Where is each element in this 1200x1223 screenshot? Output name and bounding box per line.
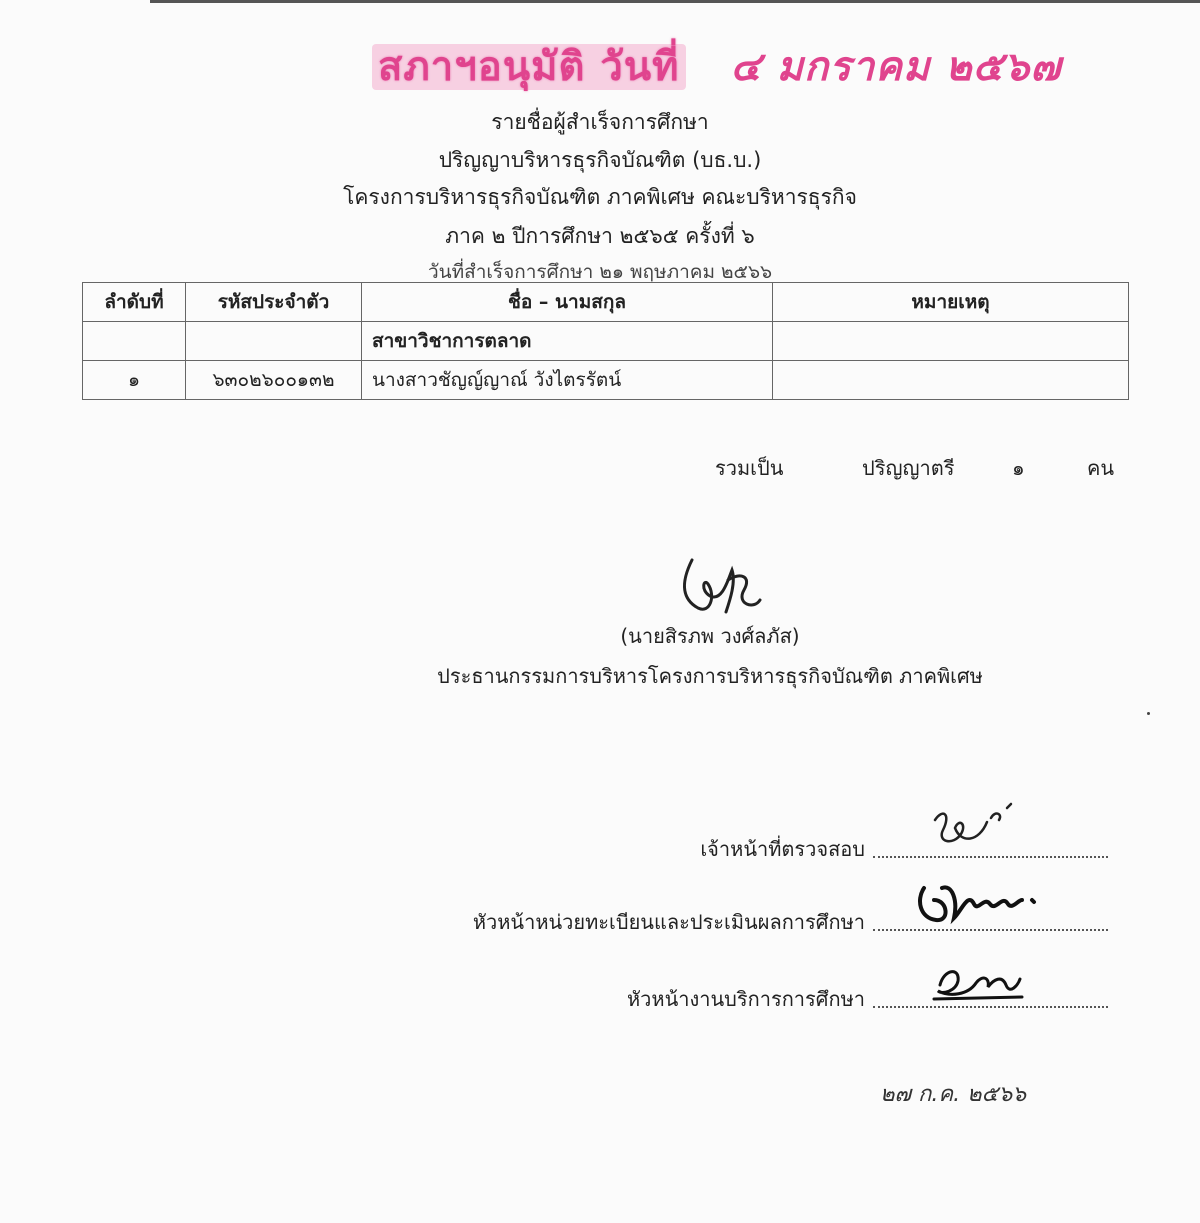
graduates-table (82, 282, 1129, 400)
signature-line (873, 856, 1108, 858)
approval-stamp (372, 34, 1061, 98)
major-row-empty-cell (186, 322, 362, 361)
top-edge-rule (150, 0, 1200, 3)
major-row-empty-cell (83, 322, 186, 361)
row-student-id: ๖๓๐๒๖๐๐๑๓๒ (186, 361, 362, 400)
total-degree: ปริญญาตรี (862, 456, 955, 480)
column-header-name: ชื่อ – นามสกุล (362, 283, 773, 322)
check-label-education-service-head: หัวหน้างานบริการการศึกษา (627, 987, 865, 1011)
document-title: รายชื่อผู้สำเร็จการศึกษา (491, 110, 709, 134)
signatory-position: ประธานกรรมการบริหารโครงการบริหารธุรกิจบัณฑิต ภาคพิเศษ (437, 664, 983, 688)
stray-mark (1147, 712, 1150, 715)
major-row-empty-cell (773, 322, 1129, 361)
signatory-name: (นายสิรภพ วงศ์ลภัส) (620, 624, 800, 648)
registrar-head-signature (912, 870, 1052, 930)
column-header-remark: หมายเหตุ (773, 283, 1129, 322)
row-remark (773, 361, 1129, 400)
chairman-signature (670, 550, 780, 625)
total-unit: คน (1087, 456, 1115, 480)
total-count: ๑ (1012, 456, 1025, 480)
table-header-row (83, 283, 1129, 322)
row-student-name: นางสาวชัญญ์ญาณ์ วังไตรรัตน์ (362, 361, 773, 400)
column-header-order: ลำดับที่ (83, 283, 186, 322)
check-label-registrar-head: หัวหน้าหน่วยทะเบียนและประเมินผลการศึกษา (472, 910, 865, 934)
handwritten-date: ๒๗ ก.ค. ๒๕๖๖ (880, 1082, 1027, 1107)
major-name: สาขาวิชาการตลาด (362, 322, 773, 361)
check-label-officer: เจ้าหน้าที่ตรวจสอบ (700, 837, 865, 861)
major-row (83, 322, 1129, 361)
table-row (83, 361, 1129, 400)
program-name: โครงการบริหารธุรกิจบัณฑิต ภาคพิเศษ คณะบริหารธุรกิจ (343, 185, 857, 209)
approval-stamp-date: ๔ มกราคม ๒๕๖๗ (730, 44, 1062, 90)
graduation-date: วันที่สำเร็จการศึกษา ๒๑ พฤษภาคม ๒๕๖๖ (427, 261, 773, 283)
total-label: รวมเป็น (715, 456, 784, 480)
education-service-head-signature (930, 955, 1030, 1010)
column-header-student-id: รหัสประจำตัว (186, 283, 362, 322)
degree-name: ปริญญาบริหารธุรกิจบัณฑิต (บธ.บ.) (438, 148, 762, 172)
approval-stamp-label: สภาฯอนุมัติ วันที่ (372, 44, 686, 90)
officer-signature (925, 800, 1025, 855)
row-order: ๑ (83, 361, 186, 400)
semester-line: ภาค ๒ ปีการศึกษา ๒๕๖๕ ครั้งที่ ๖ (445, 224, 755, 248)
